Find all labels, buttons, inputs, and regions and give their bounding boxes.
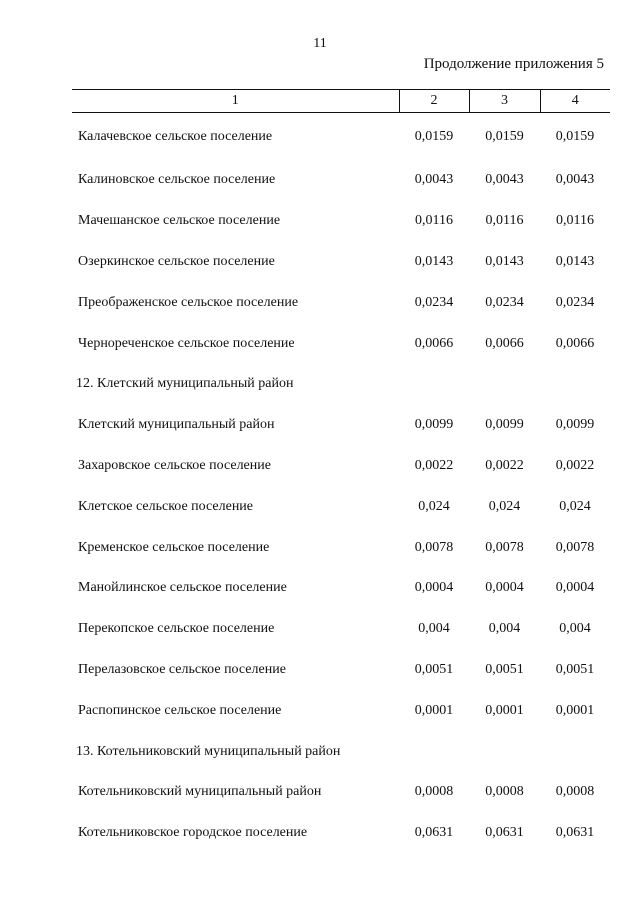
row-name-cell: Чернореченское сельское поселение bbox=[78, 335, 295, 351]
value-col-2-cell: 0,0116 bbox=[415, 213, 453, 229]
row-name-cell: Распопинское сельское поселение bbox=[78, 702, 282, 718]
value-col-4-cell: 0,0004 bbox=[555, 580, 595, 596]
header-row bbox=[72, 90, 610, 113]
table-row bbox=[72, 731, 610, 772]
value-col-3-cell: 0,0066 bbox=[485, 335, 524, 351]
row-name-cell: Калиновское сельское поселение bbox=[78, 172, 276, 188]
value-col-4-cell: 0,0078 bbox=[555, 539, 595, 555]
row-name-cell: Перекопское сельское поселение bbox=[78, 621, 275, 637]
value-col-4-cell: 0,0022 bbox=[555, 457, 595, 473]
value-col-3-cell: 0,0001 bbox=[485, 702, 524, 718]
continuation-label: Продолжение приложения 5 bbox=[423, 56, 604, 72]
row-name-cell: Калачевское сельское поселение bbox=[78, 128, 273, 144]
value-col-3-cell: 0,0043 bbox=[485, 172, 524, 188]
value-col-4-cell: 0,0043 bbox=[555, 172, 595, 188]
row-name-cell: Мачешанское сельское поселение bbox=[78, 213, 281, 229]
row-name-cell: Озеркинское сельское поселение bbox=[78, 253, 275, 269]
value-col-3-cell: 0,0051 bbox=[485, 661, 524, 677]
table-row bbox=[72, 323, 610, 364]
value-col-4-cell: 0,0051 bbox=[555, 661, 595, 677]
value-col-2-cell: 0,0051 bbox=[414, 661, 454, 677]
value-col-4-cell: 0,0001 bbox=[555, 702, 595, 718]
header-col-3: 3 bbox=[469, 90, 540, 113]
page-number: 11 bbox=[313, 36, 327, 51]
row-name-cell: Котельниковское городское поселение bbox=[78, 825, 308, 841]
value-col-2-cell: 0,0022 bbox=[414, 457, 454, 473]
value-col-2-cell bbox=[399, 731, 469, 772]
table-row bbox=[72, 772, 610, 813]
row-name-cell: 12. Клетский муниципальный район bbox=[76, 376, 294, 392]
table-row bbox=[72, 282, 610, 323]
table-row bbox=[72, 690, 610, 731]
table-row bbox=[72, 568, 610, 609]
value-col-3-cell: 0,0078 bbox=[485, 539, 524, 555]
value-col-2-cell: 0,0001 bbox=[414, 702, 454, 718]
value-col-3-cell bbox=[469, 731, 540, 772]
value-col-2-cell: 0,0078 bbox=[414, 539, 454, 555]
appendix-table bbox=[72, 89, 610, 854]
value-col-4-cell bbox=[540, 731, 610, 772]
row-name-cell: Преображенское сельское поселение bbox=[78, 294, 299, 310]
value-col-3-cell: 0,0099 bbox=[485, 417, 524, 433]
row-name-cell: 13. Котельниковский муниципальный район bbox=[76, 743, 341, 759]
value-col-2-cell: 0,0099 bbox=[414, 417, 454, 433]
table-row bbox=[72, 527, 610, 568]
table-row bbox=[72, 113, 610, 161]
row-name-cell: Манойлинское сельское поселение bbox=[78, 580, 287, 596]
table-row bbox=[72, 242, 610, 283]
value-col-2-cell: 0,024 bbox=[418, 498, 450, 514]
value-col-2-cell: 0,0004 bbox=[414, 580, 454, 596]
table-row bbox=[72, 650, 610, 691]
value-col-2-cell: 0,0008 bbox=[414, 784, 454, 800]
table-header bbox=[72, 90, 610, 113]
value-col-2-cell: 0,0066 bbox=[414, 335, 454, 351]
header-col-1: 1 bbox=[72, 90, 399, 113]
table-body bbox=[72, 113, 610, 854]
table-row bbox=[72, 201, 610, 242]
value-col-2-cell: 0,0143 bbox=[414, 253, 454, 269]
table-row bbox=[72, 446, 610, 487]
value-col-3-cell: 0,0234 bbox=[485, 294, 524, 310]
header-col-2: 2 bbox=[399, 90, 469, 113]
value-col-2-cell: 0,0159 bbox=[414, 128, 454, 144]
value-col-2-cell: 0,004 bbox=[418, 621, 450, 637]
value-col-4-cell: 0,0099 bbox=[555, 417, 595, 433]
value-col-2-cell: 0,0234 bbox=[414, 294, 454, 310]
value-col-2-cell: 0,0631 bbox=[414, 825, 454, 841]
value-col-4-cell: 0,0143 bbox=[555, 253, 595, 269]
row-name-cell: Клетский муниципальный район bbox=[78, 417, 275, 433]
value-col-3-cell: 0,0022 bbox=[485, 457, 524, 473]
value-col-4-cell: 0,0631 bbox=[555, 825, 595, 841]
value-col-4-cell: 0,0116 bbox=[556, 213, 594, 229]
value-col-3-cell: 0,0008 bbox=[485, 784, 524, 800]
row-name-cell: Клетское сельское поселение bbox=[78, 498, 254, 514]
table-row bbox=[72, 405, 610, 446]
table-row bbox=[72, 813, 610, 854]
header-col-4: 4 bbox=[540, 90, 610, 113]
row-name-cell: Захаровское сельское поселение bbox=[78, 457, 271, 473]
value-col-3-cell: 0,0116 bbox=[485, 213, 524, 229]
value-col-4-cell: 0,0234 bbox=[555, 294, 595, 310]
value-col-4-cell: 0,004 bbox=[559, 621, 591, 637]
value-col-3-cell: 0,0159 bbox=[485, 128, 524, 144]
value-col-3-cell: 0,0004 bbox=[485, 580, 524, 596]
appendix-table-container bbox=[72, 89, 610, 854]
value-col-4-cell bbox=[540, 364, 610, 405]
value-col-4-cell: 0,0066 bbox=[555, 335, 595, 351]
row-name-cell: Кременское сельское поселение bbox=[78, 539, 270, 555]
value-col-4-cell: 0,0008 bbox=[555, 784, 595, 800]
table-row bbox=[72, 364, 610, 405]
value-col-2-cell: 0,0043 bbox=[414, 172, 454, 188]
value-col-4-cell: 0,0159 bbox=[555, 128, 595, 144]
value-col-2-cell bbox=[399, 364, 469, 405]
table-row bbox=[72, 609, 610, 650]
value-col-4-cell: 0,024 bbox=[559, 498, 591, 514]
row-name-cell: Перелазовское сельское поселение bbox=[78, 661, 286, 677]
table-row bbox=[72, 160, 610, 201]
value-col-3-cell: 0,024 bbox=[488, 498, 521, 514]
table-row bbox=[72, 486, 610, 527]
value-col-3-cell bbox=[469, 364, 540, 405]
value-col-3-cell: 0,004 bbox=[488, 621, 521, 637]
row-name-cell: Котельниковский муниципальный район bbox=[78, 784, 322, 800]
value-col-3-cell: 0,0143 bbox=[485, 253, 524, 269]
value-col-3-cell: 0,0631 bbox=[485, 825, 524, 841]
